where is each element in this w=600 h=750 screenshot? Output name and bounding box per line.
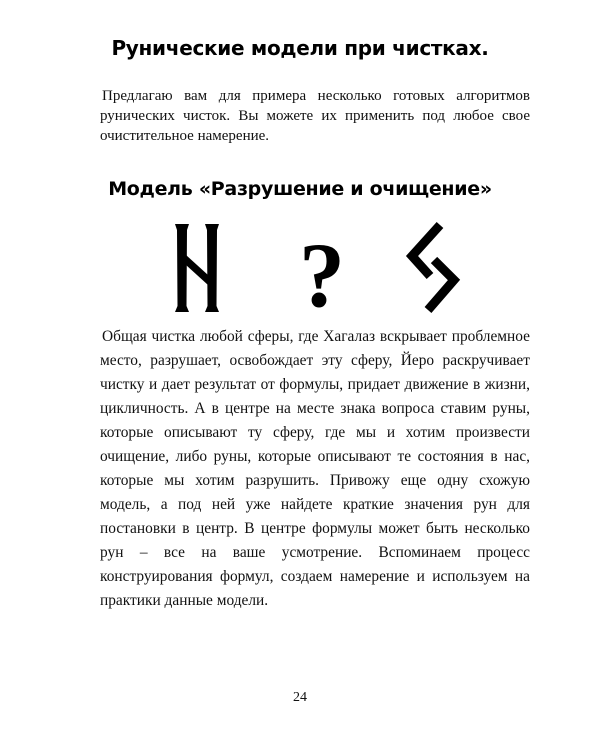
formula-center-symbol: ? bbox=[299, 232, 345, 314]
hagalaz-rune-icon bbox=[172, 222, 222, 314]
model-title: Модель «Разрушение и очищение» bbox=[108, 178, 492, 200]
intro-paragraph: Предлагаю вам для примера несколько готовых алгоритмов рунических чисток. Вы можете их применить под любое свое очистительное намерение. bbox=[100, 88, 530, 144]
question-mark-icon bbox=[298, 232, 346, 314]
page-number: 24 bbox=[293, 690, 307, 705]
page-title: Рунические модели при чистках. bbox=[111, 36, 489, 60]
body-paragraph: Общая чистка любой сферы, где Хагалаз вскрывает проблемное место, разрушает, освобождает эту сферу, Йеро раскручивает чистку и дает результат от формулы, придает движение в жизни, цикличность. А в центре на месте знака вопроса ставим руны, которые описывают ту сферу, где мы и хотим произвести очищение, либо руны, которые описывают те состояния в нас, которые мы хотим разрушить. Привожу еще одну схожую модель, а под ней уже найдете краткие значения рун для постановки в центр. В центре формулы может быть несколько рун – все на ваше усмотрение. Вспоминаем процесс конструирования формул, создаем намерение и используем на практики данные модели. bbox=[100, 328, 530, 609]
jera-rune-icon bbox=[398, 220, 474, 316]
